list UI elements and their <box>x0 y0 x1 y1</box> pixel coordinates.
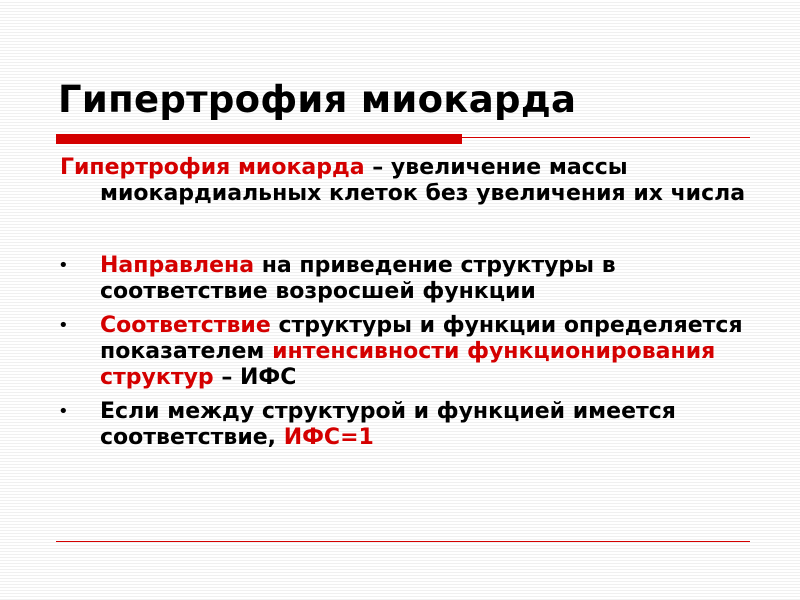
bullet-text-highlight: Направлена <box>100 253 255 278</box>
bullet-item <box>60 313 750 391</box>
bullet-text-highlight: ИФС=1 <box>283 425 374 450</box>
definition-term: Гипертрофия миокарда <box>60 155 365 180</box>
bullet-icon: • <box>58 315 69 336</box>
bullet-text: Если между структурой и функцией имеется соответствие, <box>100 399 676 450</box>
bullet-text: – ИФС <box>213 365 297 390</box>
bullet-text-highlight: Соответствие <box>100 313 271 338</box>
bullet-item <box>60 253 750 305</box>
definition-paragraph <box>60 155 750 207</box>
bullet-text: структуры и функции определяется показателем <box>100 313 743 364</box>
bullet-text-highlight: интенсивности функционирования структур <box>100 339 716 390</box>
slide-body <box>60 155 750 459</box>
bullet-icon: • <box>58 401 69 422</box>
bullet-list <box>60 253 750 451</box>
footer-line <box>56 541 750 542</box>
title-accent-bar <box>56 134 462 144</box>
bullet-text: на приведение структуры в соответствие возросшей функции <box>100 253 616 304</box>
definition-text: – увеличение массы миокардиальных клеток без увеличения их числа <box>100 155 746 206</box>
slide-title: Гипертрофия миокарда <box>58 78 577 121</box>
bullet-item <box>60 399 750 451</box>
bullet-icon: • <box>58 255 69 276</box>
